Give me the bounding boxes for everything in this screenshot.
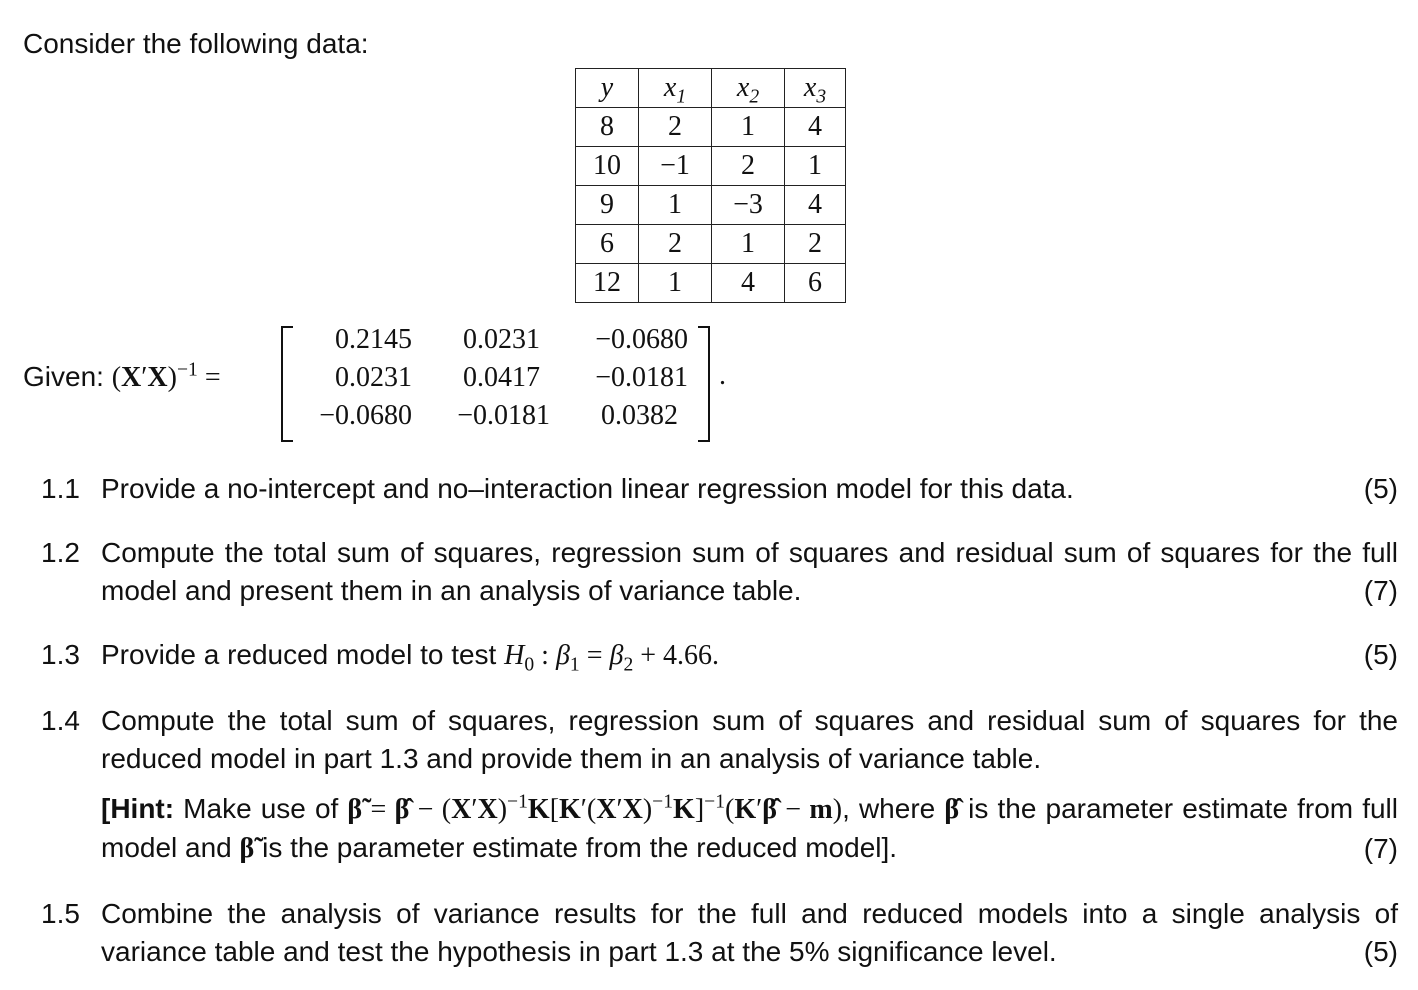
question-number: 1.2 bbox=[41, 537, 80, 568]
table-cell: 9 bbox=[576, 186, 639, 225]
hint-formula: β̃ = β̂ − $(X'X)^{-1}K[K'(X'X)^{-1}K]^{-1}(K'\betâ - m)$ bbox=[347, 791, 843, 825]
question-1-2 bbox=[41, 534, 1398, 610]
question-marks: (5) bbox=[1363, 639, 1398, 670]
table-header-text: $x_3$ bbox=[803, 72, 827, 108]
table-cell: 2 bbox=[712, 147, 785, 186]
matrix-cell: 0.2145 bbox=[335, 324, 412, 355]
given-label-text: Given: bbox=[23, 361, 104, 392]
table-cell: −3 bbox=[712, 186, 785, 225]
table-cell: −1 bbox=[639, 147, 712, 186]
question-text-wrap bbox=[101, 636, 1398, 675]
matrix-cell: −0.0181 bbox=[457, 400, 550, 431]
question-marks: (7) bbox=[1363, 833, 1398, 864]
table-header-row bbox=[576, 69, 846, 108]
hint-post: is the parameter estimate from full model and bbox=[101, 793, 1398, 863]
table-header: y bbox=[576, 69, 639, 108]
table-header bbox=[639, 69, 712, 108]
question-number: 1.3 bbox=[41, 639, 80, 670]
question-marks: (5) bbox=[1363, 473, 1398, 504]
matrix-period: . bbox=[719, 360, 726, 391]
table-row bbox=[576, 186, 846, 225]
table-row bbox=[576, 225, 846, 264]
matrix-cell: −0.0181 bbox=[595, 362, 688, 393]
question-1-1 bbox=[41, 470, 1398, 508]
question-1-4 bbox=[41, 702, 1398, 868]
table-header bbox=[712, 69, 785, 108]
matrix-cell: 0.0231 bbox=[335, 362, 412, 393]
question-number: 1.1 bbox=[41, 473, 80, 504]
table-header bbox=[785, 69, 846, 108]
question-marks: (7) bbox=[1363, 575, 1398, 606]
question-text: Provide a no-intercept and no–interaction linear regression model for this data. bbox=[101, 473, 1074, 504]
table-cell: 4 bbox=[785, 186, 846, 225]
beta-tilde-symbol: β̃ bbox=[239, 833, 255, 864]
table-cell: 10 bbox=[576, 147, 639, 186]
beta-hat-symbol: β̂ bbox=[944, 794, 960, 825]
question-text: Compute the total sum of squares, regression sum of squares and residual sum of squares for the full model and present them in an analysis of variance table. bbox=[101, 537, 1398, 606]
hint-mid: , where bbox=[842, 793, 936, 824]
matrix-cell: −0.0680 bbox=[319, 400, 412, 431]
table-cell: 8 bbox=[576, 108, 639, 147]
table-header-text: $x_1$ bbox=[663, 72, 687, 108]
header-subscript: 3 bbox=[816, 86, 827, 108]
table-cell: 1 bbox=[639, 264, 712, 303]
table-cell: 6 bbox=[785, 264, 846, 303]
question-hint bbox=[101, 790, 1398, 868]
table-cell: 6 bbox=[576, 225, 639, 264]
table-header-text: $x_2$ bbox=[736, 72, 760, 108]
matrix-cell: −0.0680 bbox=[595, 324, 688, 355]
data-table bbox=[575, 68, 846, 303]
matrix-cell: 0.0231 bbox=[463, 324, 540, 355]
question-number: 1.4 bbox=[41, 705, 80, 736]
matrix-cell: 0.0382 bbox=[601, 400, 678, 431]
given-label bbox=[23, 361, 221, 394]
table-cell: 4 bbox=[785, 108, 846, 147]
question-1-3 bbox=[41, 636, 1398, 675]
table-cell: 1 bbox=[712, 108, 785, 147]
hint-label: [Hint: bbox=[101, 793, 175, 824]
table-cell: 12 bbox=[576, 264, 639, 303]
hint-end: is the parameter estimate from the reduced model]. bbox=[262, 832, 898, 863]
hint-pre: Make use of bbox=[183, 793, 339, 824]
table-cell: 2 bbox=[639, 108, 712, 147]
table-row bbox=[576, 108, 846, 147]
question-1-5 bbox=[41, 895, 1398, 971]
table-cell: 4 bbox=[712, 264, 785, 303]
table-cell: 1 bbox=[639, 186, 712, 225]
table-cell: 1 bbox=[785, 147, 846, 186]
table-row bbox=[576, 264, 846, 303]
inverse-matrix-expression: $(X'X)^{-1}$ = bbox=[111, 359, 221, 393]
question-marks: (5) bbox=[1363, 936, 1398, 967]
header-subscript: 2 bbox=[749, 86, 760, 108]
question-text: Compute the total sum of squares, regression sum of squares and residual sum of squares for the reduced model in part 1.3 and provide them in an analysis of variance table. bbox=[101, 705, 1398, 774]
question-number: 1.5 bbox=[41, 898, 80, 929]
question-text: Provide a reduced model to test bbox=[101, 639, 497, 670]
table-cell: 2 bbox=[639, 225, 712, 264]
intro-text: Consider the following data: bbox=[23, 28, 369, 59]
table-cell: 1 bbox=[712, 225, 785, 264]
table-row bbox=[576, 147, 846, 186]
table-cell: 2 bbox=[785, 225, 846, 264]
header-subscript: 1 bbox=[676, 86, 687, 108]
matrix-right-bracket bbox=[698, 326, 710, 442]
question-text: Combine the analysis of variance results for the full and reduced models into a single analysis of variance table and test the hypothesis in part 1.3 at the 5% significance level. bbox=[101, 898, 1398, 967]
hypothesis-formula: $H_0$ : $\beta_1 = \beta_2 + 4.66$. bbox=[504, 640, 720, 676]
matrix-cell: 0.0417 bbox=[463, 362, 540, 393]
